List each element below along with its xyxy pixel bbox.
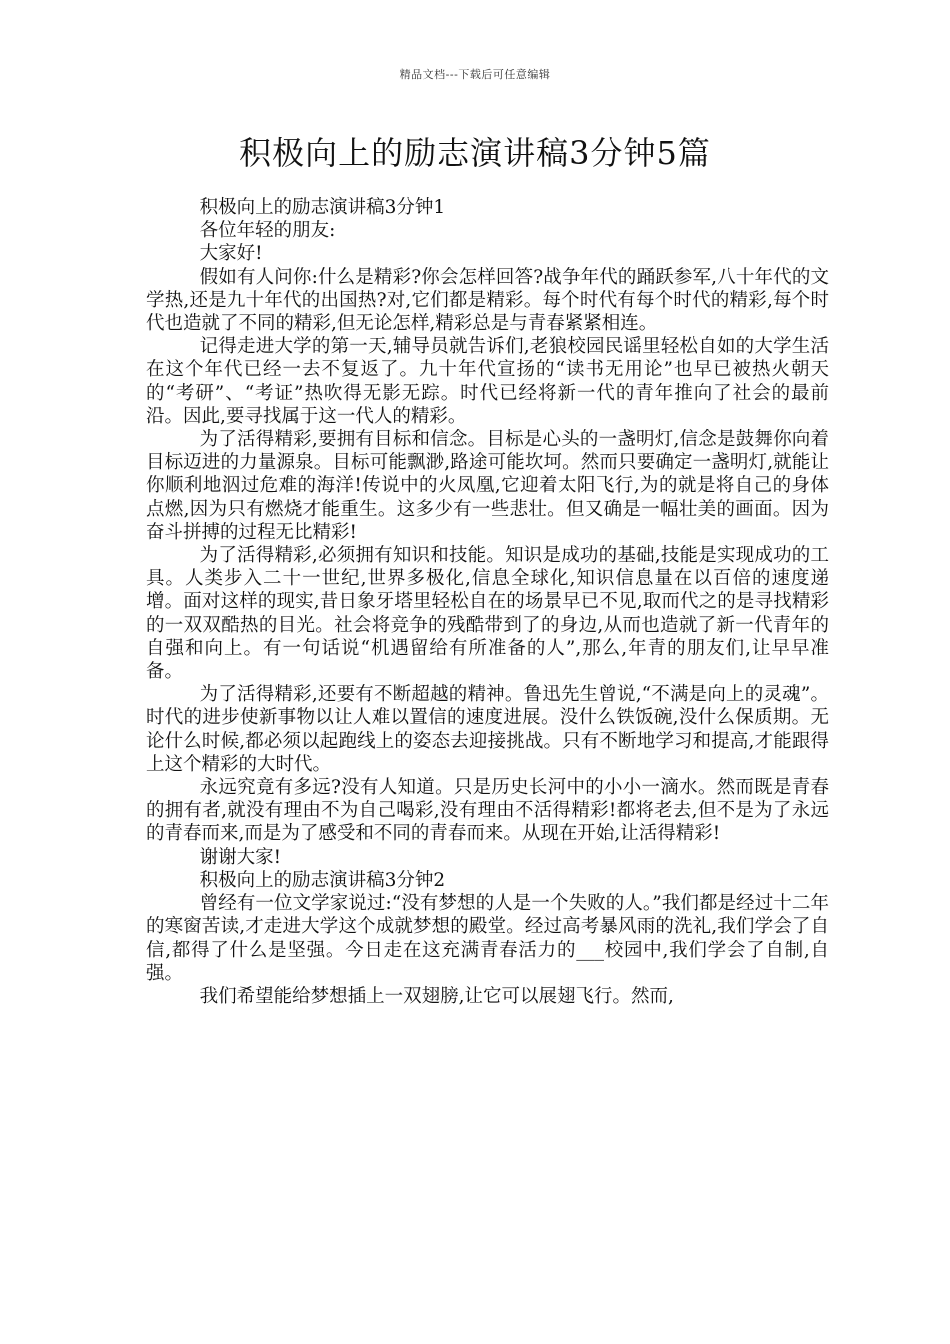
body-paragraph: 为了活得精彩,要拥有目标和信念。目标是心头的一盏明灯,信念是鼓舞你向着目标迈进的力量源泉。目标可能飘渺,路途可能坎坷。然而只要确定一盏明灯,就能让你顺利地泅过危难的海洋!传说中的火凤凰,它迎着太阳飞行,为的就是将自己的身体点燃,因为只有燃烧才能重生。这多少有一些悲壮。但又确是一幅壮美的画面。因为奋斗拼搏的过程无比精彩! [146, 429, 829, 543]
document-title: 积极向上的励志演讲稿3分钟5篇 [239, 134, 711, 172]
body-paragraph: 永远究竟有多远?没有人知道。只是历史长河中的小小一滴水。然而既是青春的拥有者,就没有理由不为自己喝彩,没有理由不活得精彩!都将老去,但不是为了永远的青春而来,而是为了感受和不同的青春而来。从现在开始,让活得精彩! [146, 777, 829, 845]
header-note: 精品文档---下载后可任意编辑 [399, 68, 551, 81]
section-heading: 积极向上的励志演讲稿3分钟2 [199, 869, 446, 891]
body-paragraph: 假如有人问你:什么是精彩?你会怎样回答?战争年代的踊跃参军,八十年代的文学热,还是九十年代的出国热?对,它们都是精彩。每个时代有每个时代的精彩,每个时代也造就了不同的精彩,但无论怎样,精彩总是与青春紧紧相连。 [146, 266, 829, 335]
body-paragraph: 记得走进大学的第一天,辅导员就告诉们,老狼校园民谣里轻松自如的大学生活在这个年代已经一去不复返了。九十年代宣扬的“读书无用论”也早已被热火朝天的“考研”、“考证”热吹得无影无踪。时代已经将新一代的青年推向了社会的最前沿。因此,要寻找属于这一代人的精彩。 [146, 336, 829, 427]
document-body [146, 196, 829, 1008]
greeting: 大家好! [199, 243, 263, 265]
body-paragraph: 为了活得精彩,必须拥有知识和技能。知识是成功的基础,技能是实现成功的工具。人类步入二十一世纪,世界多极化,信息全球化,知识信息量在以百倍的速度递增。面对这样的现实,昔日象牙塔里轻松自在的场景早已不见,取而代之的是寻找精彩的一双双酷热的目光。社会将竞争的残酷带到了的身边,从而也造就了新一代青年的自强和向上。有一句话说“机遇留给有所准备的人”,那么,年青的朋友们,让早早准备。 [146, 545, 829, 683]
body-paragraph: 曾经有一位文学家说过:“没有梦想的人是一个失败的人。”我们都是经过十二年的寒窗苦读,才走进大学这个成就梦想的殿堂。经过高考暴风雨的洗礼,我们学会了自信,都得了什么是坚强。今日走在这充满青春活力的___校园中,我们学会了自制,自强。 [146, 893, 829, 984]
section-heading: 积极向上的励志演讲稿3分钟1 [199, 197, 446, 218]
salutation: 各位年轻的朋友: [199, 220, 336, 242]
body-paragraph: 我们希望能给梦想插上一双翅膀,让它可以展翅飞行。然而, [199, 985, 674, 1007]
body-paragraph: 为了活得精彩,还要有不断超越的精神。鲁迅先生曾说,“不满是向上的灵魂”。时代的进步使新事物以让人难以置信的速度进展。没什么铁饭碗,没什么保质期。无论什么时候,都必须以起跑线上的姿态去迎接挑战。只有不断地学习和提高,才能跟得上这个精彩的大时代。 [146, 684, 829, 775]
closing-line: 谢谢大家! [199, 846, 282, 868]
